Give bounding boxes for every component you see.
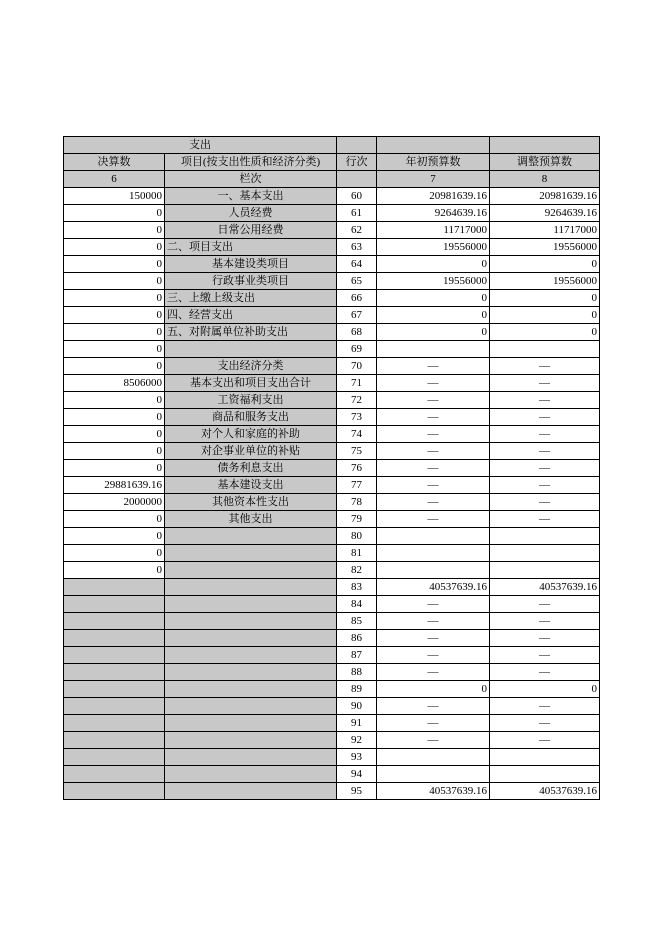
cell-line-number: 61	[337, 205, 377, 222]
cell-adjusted-budget	[490, 341, 600, 358]
cell-line-number: 83	[337, 579, 377, 596]
cell-item-name	[165, 528, 337, 545]
cell-adjusted-budget: —	[490, 511, 600, 528]
cell-initial-budget	[377, 562, 490, 579]
cell-settled-amount: 0	[64, 443, 165, 460]
cell-initial-budget: 19556000	[377, 273, 490, 290]
cell-line-number: 75	[337, 443, 377, 460]
cell-adjusted-budget: 11717000	[490, 222, 600, 239]
cell-adjusted-budget: —	[490, 460, 600, 477]
cell-adjusted-budget: —	[490, 630, 600, 647]
cell-item-name	[165, 596, 337, 613]
table-row	[64, 324, 600, 341]
table-row	[64, 239, 600, 256]
table-row	[64, 290, 600, 307]
cell-line-number: 77	[337, 477, 377, 494]
cell-adjusted-budget: 0	[490, 681, 600, 698]
cell-item-name	[165, 630, 337, 647]
table-row	[64, 630, 600, 647]
cell-settled-amount: 0	[64, 205, 165, 222]
cell-line-number: 64	[337, 256, 377, 273]
cell-item-name	[165, 783, 337, 800]
table-row	[64, 715, 600, 732]
cell-initial-budget: —	[377, 698, 490, 715]
cell-adjusted-budget: —	[490, 426, 600, 443]
subheader-column-label: 栏次	[165, 171, 337, 188]
cell-line-number: 62	[337, 222, 377, 239]
header-line: 行次	[337, 154, 377, 171]
cell-adjusted-budget: 0	[490, 307, 600, 324]
cell-item-name: 基本支出和项目支出合计	[165, 375, 337, 392]
cell-initial-budget: —	[377, 426, 490, 443]
cell-line-number: 76	[337, 460, 377, 477]
cell-adjusted-budget	[490, 562, 600, 579]
cell-initial-budget: —	[377, 511, 490, 528]
cell-initial-budget: —	[377, 358, 490, 375]
cell-settled-amount	[64, 647, 165, 664]
cell-adjusted-budget	[490, 528, 600, 545]
cell-line-number: 74	[337, 426, 377, 443]
cell-line-number: 68	[337, 324, 377, 341]
cell-item-name: 四、经营支出	[165, 307, 337, 324]
table-row	[64, 358, 600, 375]
cell-item-name	[165, 562, 337, 579]
table-row	[64, 579, 600, 596]
cell-adjusted-budget: —	[490, 664, 600, 681]
table-row	[64, 205, 600, 222]
table-row	[64, 188, 600, 205]
cell-settled-amount: 0	[64, 307, 165, 324]
cell-item-name	[165, 681, 337, 698]
cell-line-number: 78	[337, 494, 377, 511]
cell-line-number: 73	[337, 409, 377, 426]
cell-adjusted-budget	[490, 749, 600, 766]
cell-initial-budget: —	[377, 630, 490, 647]
cell-line-number: 93	[337, 749, 377, 766]
budget-expenditure-table	[63, 136, 600, 800]
cell-line-number: 86	[337, 630, 377, 647]
table-title: 支出	[64, 137, 337, 154]
cell-initial-budget: —	[377, 409, 490, 426]
cell-initial-budget	[377, 749, 490, 766]
table-row	[64, 596, 600, 613]
cell-settled-amount	[64, 732, 165, 749]
cell-item-name	[165, 647, 337, 664]
table-row	[64, 681, 600, 698]
cell-item-name: 三、上缴上级支出	[165, 290, 337, 307]
cell-adjusted-budget: 0	[490, 256, 600, 273]
cell-adjusted-budget: —	[490, 715, 600, 732]
table-row	[64, 511, 600, 528]
table-subheader-row	[64, 171, 600, 188]
header-initial-budget: 年初预算数	[377, 154, 490, 171]
table-row	[64, 460, 600, 477]
cell-line-number: 71	[337, 375, 377, 392]
cell-settled-amount	[64, 783, 165, 800]
table-row	[64, 409, 600, 426]
cell-item-name	[165, 766, 337, 783]
cell-initial-budget: —	[377, 477, 490, 494]
subheader-line	[337, 171, 377, 188]
cell-item-name: 日常公用经费	[165, 222, 337, 239]
cell-initial-budget: 0	[377, 290, 490, 307]
cell-settled-amount	[64, 766, 165, 783]
title-spacer-row	[337, 137, 377, 154]
cell-adjusted-budget: 19556000	[490, 239, 600, 256]
cell-adjusted-budget: 0	[490, 324, 600, 341]
cell-settled-amount: 0	[64, 273, 165, 290]
cell-initial-budget: 11717000	[377, 222, 490, 239]
cell-initial-budget: —	[377, 460, 490, 477]
cell-initial-budget: —	[377, 613, 490, 630]
table-body	[64, 137, 600, 800]
cell-item-name: 债务利息支出	[165, 460, 337, 477]
cell-line-number: 69	[337, 341, 377, 358]
cell-initial-budget	[377, 545, 490, 562]
cell-item-name: 其他支出	[165, 511, 337, 528]
cell-settled-amount	[64, 698, 165, 715]
table-row	[64, 477, 600, 494]
title-spacer-adjusted	[490, 137, 600, 154]
cell-item-name: 基本建设类项目	[165, 256, 337, 273]
cell-item-name: 对个人和家庭的补助	[165, 426, 337, 443]
cell-initial-budget: —	[377, 392, 490, 409]
cell-adjusted-budget: 20981639.16	[490, 188, 600, 205]
cell-line-number: 87	[337, 647, 377, 664]
cell-adjusted-budget: 9264639.16	[490, 205, 600, 222]
cell-adjusted-budget: 19556000	[490, 273, 600, 290]
subheader-adjusted-budget: 8	[490, 171, 600, 188]
cell-initial-budget: 40537639.16	[377, 783, 490, 800]
cell-adjusted-budget: 0	[490, 290, 600, 307]
header-settled: 决算数	[64, 154, 165, 171]
cell-initial-budget: —	[377, 596, 490, 613]
cell-item-name: 对企事业单位的补贴	[165, 443, 337, 460]
cell-initial-budget: 19556000	[377, 239, 490, 256]
cell-initial-budget: 20981639.16	[377, 188, 490, 205]
cell-item-name: 工资福利支出	[165, 392, 337, 409]
cell-line-number: 91	[337, 715, 377, 732]
table-row	[64, 307, 600, 324]
cell-item-name: 其他资本性支出	[165, 494, 337, 511]
cell-initial-budget: 9264639.16	[377, 205, 490, 222]
cell-line-number: 90	[337, 698, 377, 715]
table-row	[64, 256, 600, 273]
cell-initial-budget: —	[377, 443, 490, 460]
header-adjusted-budget: 调整预算数	[490, 154, 600, 171]
cell-line-number: 60	[337, 188, 377, 205]
table-header-row	[64, 154, 600, 171]
table-row	[64, 494, 600, 511]
table-row	[64, 273, 600, 290]
cell-initial-budget: 0	[377, 256, 490, 273]
cell-initial-budget: 0	[377, 324, 490, 341]
cell-item-name: 一、基本支出	[165, 188, 337, 205]
cell-settled-amount: 0	[64, 290, 165, 307]
table-row	[64, 222, 600, 239]
cell-adjusted-budget: —	[490, 494, 600, 511]
cell-line-number: 72	[337, 392, 377, 409]
cell-adjusted-budget: —	[490, 596, 600, 613]
cell-adjusted-budget: —	[490, 392, 600, 409]
cell-initial-budget: 40537639.16	[377, 579, 490, 596]
cell-settled-amount	[64, 664, 165, 681]
cell-settled-amount	[64, 596, 165, 613]
cell-settled-amount: 0	[64, 341, 165, 358]
cell-line-number: 65	[337, 273, 377, 290]
cell-settled-amount: 0	[64, 562, 165, 579]
cell-item-name: 支出经济分类	[165, 358, 337, 375]
cell-line-number: 80	[337, 528, 377, 545]
cell-line-number: 81	[337, 545, 377, 562]
cell-line-number: 66	[337, 290, 377, 307]
cell-settled-amount	[64, 749, 165, 766]
cell-initial-budget: —	[377, 494, 490, 511]
cell-adjusted-budget: —	[490, 409, 600, 426]
cell-settled-amount	[64, 681, 165, 698]
cell-adjusted-budget: —	[490, 732, 600, 749]
cell-initial-budget: —	[377, 715, 490, 732]
cell-settled-amount: 0	[64, 256, 165, 273]
cell-adjusted-budget: —	[490, 698, 600, 715]
cell-item-name	[165, 613, 337, 630]
cell-settled-amount	[64, 715, 165, 732]
cell-line-number: 84	[337, 596, 377, 613]
cell-item-name	[165, 664, 337, 681]
cell-settled-amount: 2000000	[64, 494, 165, 511]
cell-item-name: 行政事业类项目	[165, 273, 337, 290]
cell-initial-budget	[377, 528, 490, 545]
table-row	[64, 443, 600, 460]
cell-initial-budget	[377, 766, 490, 783]
cell-line-number: 79	[337, 511, 377, 528]
cell-line-number: 89	[337, 681, 377, 698]
cell-adjusted-budget: —	[490, 443, 600, 460]
cell-item-name: 商品和服务支出	[165, 409, 337, 426]
cell-initial-budget: 0	[377, 307, 490, 324]
cell-settled-amount: 0	[64, 324, 165, 341]
cell-initial-budget: —	[377, 732, 490, 749]
cell-initial-budget: —	[377, 664, 490, 681]
cell-settled-amount: 0	[64, 460, 165, 477]
cell-item-name	[165, 545, 337, 562]
table-row	[64, 545, 600, 562]
table-row	[64, 664, 600, 681]
cell-settled-amount	[64, 579, 165, 596]
cell-item-name: 人员经费	[165, 205, 337, 222]
cell-item-name	[165, 732, 337, 749]
table-row	[64, 375, 600, 392]
table-row	[64, 341, 600, 358]
cell-adjusted-budget: —	[490, 613, 600, 630]
cell-line-number: 85	[337, 613, 377, 630]
cell-adjusted-budget: 40537639.16	[490, 579, 600, 596]
cell-adjusted-budget: —	[490, 477, 600, 494]
table-row	[64, 562, 600, 579]
cell-settled-amount: 0	[64, 222, 165, 239]
cell-line-number: 88	[337, 664, 377, 681]
table-title-row	[64, 137, 600, 154]
table-row	[64, 698, 600, 715]
cell-settled-amount: 150000	[64, 188, 165, 205]
table-row	[64, 749, 600, 766]
table-row	[64, 783, 600, 800]
cell-settled-amount: 0	[64, 528, 165, 545]
cell-initial-budget: —	[377, 647, 490, 664]
cell-settled-amount: 0	[64, 392, 165, 409]
cell-line-number: 70	[337, 358, 377, 375]
header-item: 项目(按支出性质和经济分类)	[165, 154, 337, 171]
title-spacer-budget	[377, 137, 490, 154]
cell-item-name: 基本建设支出	[165, 477, 337, 494]
cell-initial-budget: 0	[377, 681, 490, 698]
cell-initial-budget	[377, 341, 490, 358]
table-row	[64, 732, 600, 749]
cell-line-number: 95	[337, 783, 377, 800]
cell-item-name	[165, 715, 337, 732]
cell-settled-amount: 0	[64, 358, 165, 375]
cell-line-number: 82	[337, 562, 377, 579]
cell-line-number: 94	[337, 766, 377, 783]
table-row	[64, 528, 600, 545]
cell-line-number: 92	[337, 732, 377, 749]
cell-settled-amount: 0	[64, 545, 165, 562]
cell-line-number: 63	[337, 239, 377, 256]
cell-settled-amount: 0	[64, 426, 165, 443]
cell-adjusted-budget	[490, 545, 600, 562]
cell-item-name	[165, 698, 337, 715]
table-row	[64, 613, 600, 630]
table-row	[64, 426, 600, 443]
cell-item-name	[165, 579, 337, 596]
cell-adjusted-budget: —	[490, 358, 600, 375]
cell-initial-budget: —	[377, 375, 490, 392]
table-row	[64, 766, 600, 783]
cell-adjusted-budget: —	[490, 375, 600, 392]
cell-item-name: 五、对附属单位补助支出	[165, 324, 337, 341]
table-row	[64, 647, 600, 664]
cell-item-name: 二、项目支出	[165, 239, 337, 256]
cell-settled-amount: 0	[64, 511, 165, 528]
subheader-initial-budget: 7	[377, 171, 490, 188]
cell-item-name	[165, 749, 337, 766]
cell-settled-amount: 0	[64, 409, 165, 426]
cell-settled-amount: 0	[64, 239, 165, 256]
cell-settled-amount	[64, 630, 165, 647]
cell-adjusted-budget: 40537639.16	[490, 783, 600, 800]
cell-settled-amount	[64, 613, 165, 630]
cell-adjusted-budget: —	[490, 647, 600, 664]
cell-adjusted-budget	[490, 766, 600, 783]
cell-settled-amount: 29881639.16	[64, 477, 165, 494]
cell-settled-amount: 8506000	[64, 375, 165, 392]
subheader-settled: 6	[64, 171, 165, 188]
table-row	[64, 392, 600, 409]
cell-item-name	[165, 341, 337, 358]
cell-line-number: 67	[337, 307, 377, 324]
